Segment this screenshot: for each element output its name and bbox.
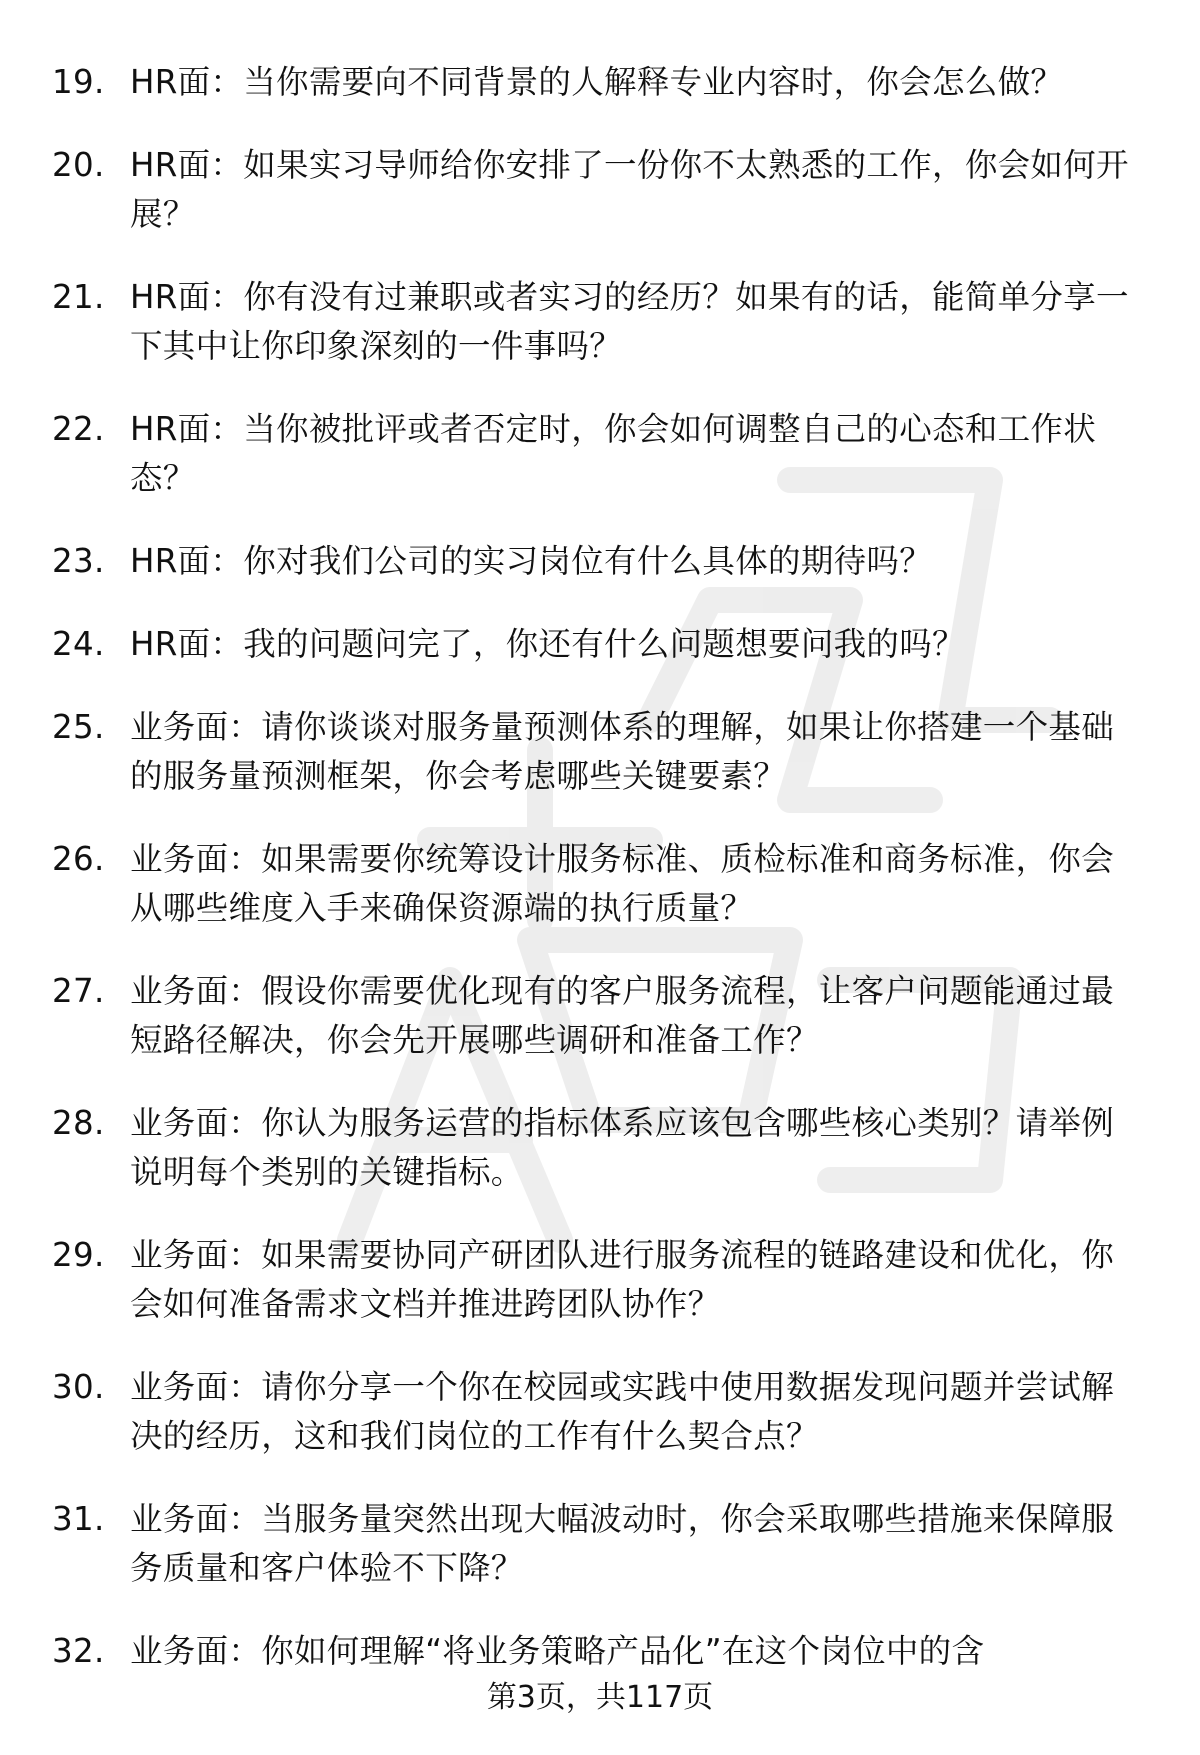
- page-number-label: 第3页，共117页: [486, 1680, 714, 1715]
- question-text: HR面：你对我们公司的实习岗位有什么具体的期待吗？: [130, 542, 933, 580]
- question-item: [0, 1099, 1200, 1197]
- question-text: 业务面：你如何理解“将业务策略产品化”在这个岗位中的含: [130, 1632, 985, 1670]
- question-text: 业务面：你认为服务运营的指标体系应该包含哪些核心类别？请举例说明每个类别的关键指标。: [130, 1104, 1115, 1191]
- question-number: 26.: [52, 840, 105, 878]
- question-number: 31.: [52, 1500, 105, 1538]
- question-item: [0, 405, 1200, 503]
- question-text: 业务面：假设你需要优化现有的客户服务流程，让客户问题能通过最短路径解决，你会先开展哪些调研和准备工作？: [130, 972, 1115, 1059]
- question-text: 业务面：如果需要你统筹设计服务标准、质检标准和商务标准，你会从哪些维度入手来确保资源端的执行质量？: [130, 840, 1115, 927]
- question-number: 23.: [52, 542, 105, 580]
- question-item: [0, 1627, 1200, 1676]
- question-list: [0, 58, 1200, 1710]
- question-item: [0, 967, 1200, 1065]
- page-footer: [0, 1676, 1200, 1720]
- question-number: 28.: [52, 1104, 105, 1142]
- question-text: 业务面：当服务量突然出现大幅波动时，你会采取哪些措施来保障服务质量和客户体验不下降？: [130, 1500, 1115, 1587]
- question-item: [0, 1495, 1200, 1593]
- question-item: [0, 703, 1200, 801]
- question-item: [0, 273, 1200, 371]
- question-item: [0, 141, 1200, 239]
- question-number: 30.: [52, 1368, 105, 1406]
- question-text: HR面：当你需要向不同背景的人解释专业内容时，你会怎么做？: [130, 63, 1064, 101]
- question-number: 19.: [52, 63, 105, 101]
- question-item: [0, 537, 1200, 586]
- question-item: [0, 620, 1200, 669]
- question-number: 25.: [52, 708, 105, 746]
- question-text: HR面：你有没有过兼职或者实习的经历？如果有的话，能简单分享一下其中让你印象深刻的一件事吗？: [130, 278, 1129, 365]
- question-text: HR面：我的问题问完了，你还有什么问题想要问我的吗？: [130, 625, 965, 663]
- question-number: 24.: [52, 625, 105, 663]
- question-item: [0, 1231, 1200, 1329]
- question-text: HR面：如果实习导师给你安排了一份你不太熟悉的工作，你会如何开展？: [130, 146, 1129, 233]
- question-number: 29.: [52, 1236, 105, 1274]
- question-number: 21.: [52, 278, 105, 316]
- question-text: 业务面：请你谈谈对服务量预测体系的理解，如果让你搭建一个基础的服务量预测框架，你会考虑哪些关键要素？: [130, 708, 1115, 795]
- question-text: 业务面：请你分享一个你在校园或实践中使用数据发现问题并尝试解决的经历，这和我们岗位的工作有什么契合点？: [130, 1368, 1115, 1455]
- question-item: [0, 58, 1200, 107]
- question-text: HR面：当你被批评或者否定时，你会如何调整自己的心态和工作状态？: [130, 410, 1097, 497]
- question-number: 20.: [52, 146, 105, 184]
- question-number: 27.: [52, 972, 105, 1010]
- question-text: 业务面：如果需要协同产研团队进行服务流程的链路建设和优化，你会如何准备需求文档并推进跨团队协作？: [130, 1236, 1115, 1323]
- question-number: 32.: [52, 1632, 105, 1670]
- question-item: [0, 835, 1200, 933]
- question-item: [0, 1363, 1200, 1461]
- question-number: 22.: [52, 410, 105, 448]
